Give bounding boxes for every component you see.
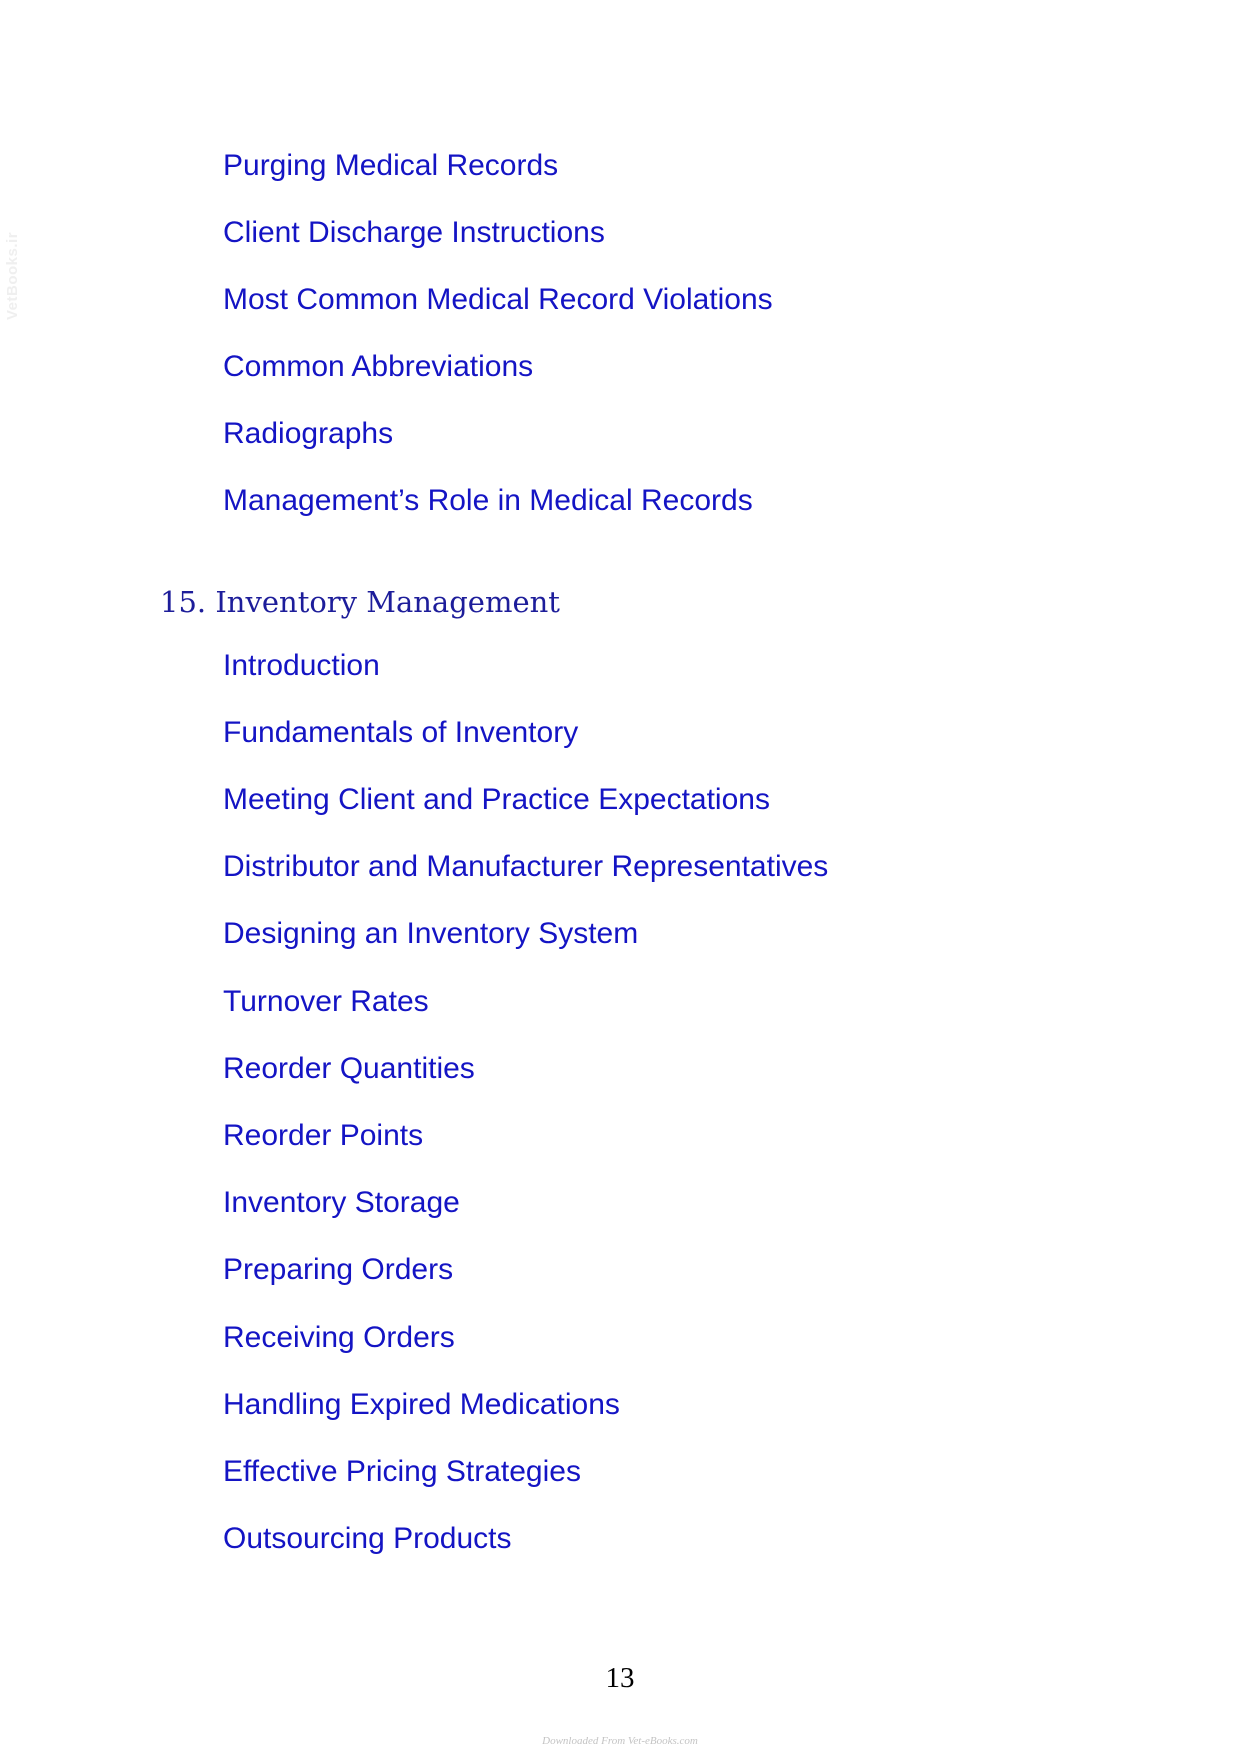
- side-watermark: VetBooks.ir: [4, 231, 21, 320]
- toc-link-preparing-orders[interactable]: Preparing Orders: [223, 1253, 454, 1286]
- toc-link-inventory-storage[interactable]: Inventory Storage: [223, 1186, 460, 1219]
- toc-link-client-discharge-instructions[interactable]: Client Discharge Instructions: [223, 216, 605, 249]
- toc-link-effective-pricing-strategies[interactable]: Effective Pricing Strategies: [223, 1455, 581, 1488]
- toc-link-distributor-and-manufacturer-representatives[interactable]: Distributor and Manufacturer Representatives: [223, 850, 829, 883]
- toc-link-designing-an-inventory-system[interactable]: Designing an Inventory System: [223, 917, 639, 950]
- toc-link-turnover-rates[interactable]: Turnover Rates: [223, 985, 429, 1018]
- toc-link-reorder-points[interactable]: Reorder Points: [223, 1119, 424, 1152]
- toc-link-fundamentals-of-inventory[interactable]: Fundamentals of Inventory: [223, 716, 579, 749]
- toc-link-introduction[interactable]: Introduction: [223, 649, 380, 682]
- toc-link-radiographs[interactable]: Radiographs: [223, 417, 394, 450]
- toc-link-common-abbreviations[interactable]: Common Abbreviations: [223, 350, 534, 383]
- toc-link-reorder-quantities[interactable]: Reorder Quantities: [223, 1052, 475, 1085]
- toc-link-managements-role-in-medical-records[interactable]: Management’s Role in Medical Records: [223, 484, 753, 517]
- toc-link-outsourcing-products[interactable]: Outsourcing Products: [223, 1522, 512, 1555]
- chapter-heading: 15. Inventory Management: [160, 585, 560, 619]
- toc-link-most-common-medical-record-violations[interactable]: Most Common Medical Record Violations: [223, 283, 773, 316]
- toc-link-meeting-client-and-practice-expectations[interactable]: Meeting Client and Practice Expectations: [223, 783, 770, 816]
- toc-link-receiving-orders[interactable]: Receiving Orders: [223, 1321, 455, 1354]
- toc-link-handling-expired-medications[interactable]: Handling Expired Medications: [223, 1388, 620, 1421]
- footer-watermark: Downloaded From Vet-eBooks.com: [542, 1735, 698, 1747]
- page-number: 13: [605, 1662, 635, 1694]
- toc-link-purging-medical-records[interactable]: Purging Medical Records: [223, 149, 559, 182]
